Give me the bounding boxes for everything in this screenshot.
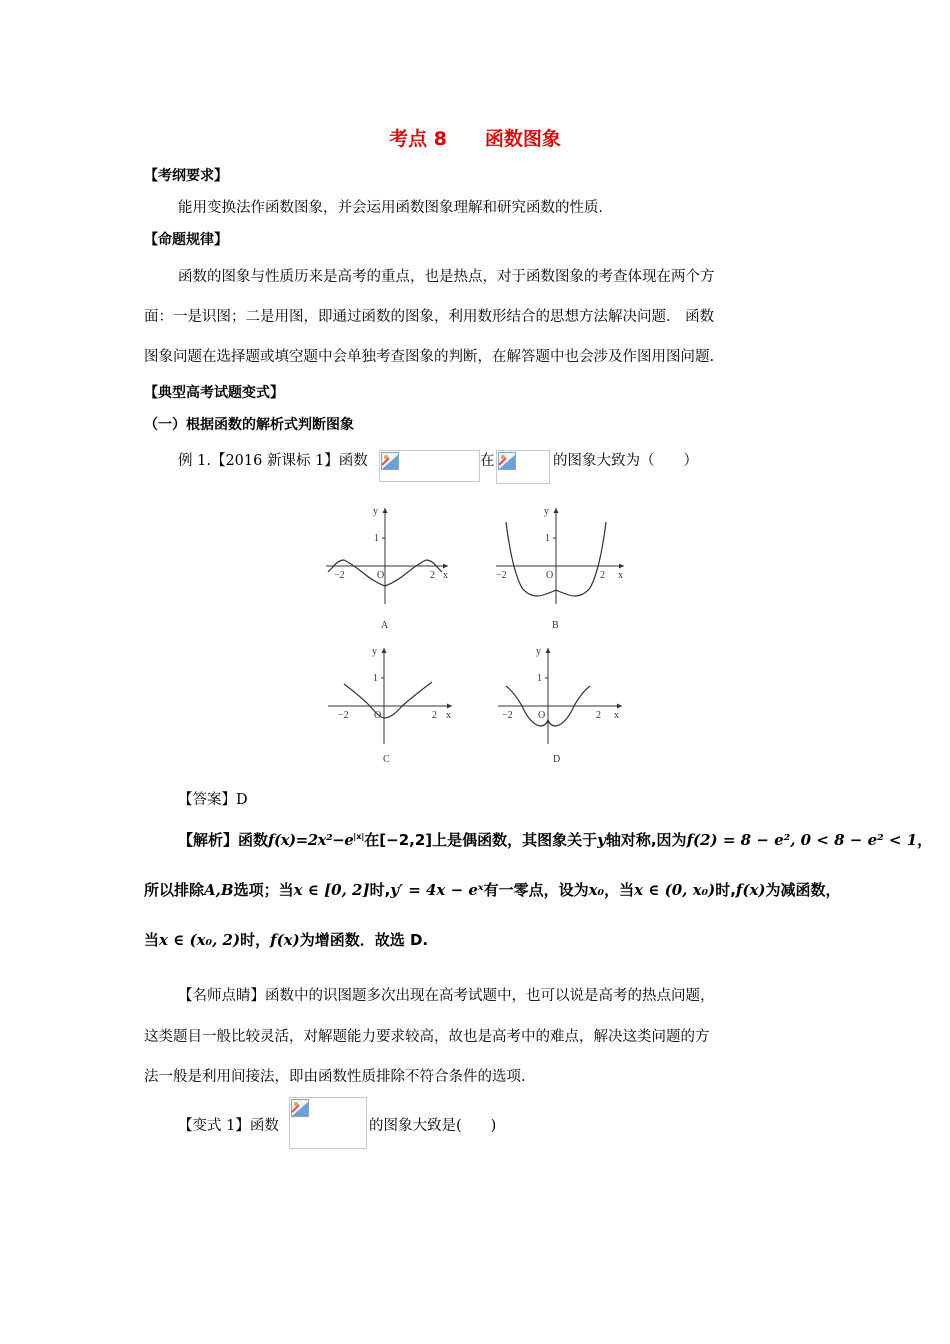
analysis-line-2 [144, 879, 841, 900]
teacher-note-label: 【名师点睛】 [178, 988, 265, 1004]
analysis-text: 当 [144, 931, 160, 949]
graph-caption: C [383, 754, 390, 765]
analysis-formula: f(x)=2x²−e [268, 831, 354, 849]
tick-pos: 2 [432, 710, 437, 721]
tick-neg: −2 [496, 570, 507, 581]
analysis-formula: f(2) = 8 − e², 0 < 8 − e² < 1 [686, 831, 918, 849]
graph-option-d [492, 640, 632, 750]
tick-y: 1 [374, 533, 379, 544]
example1-suffix: 的图象大致为（ ） [553, 453, 698, 469]
analysis-text: 时, [369, 881, 391, 899]
formula-image-placeholder [379, 450, 480, 482]
answer [178, 788, 248, 809]
graph-caption: D [553, 754, 561, 765]
analysis-formula: y′ = 4x − eˣ [390, 881, 484, 899]
y-axis-label: y [544, 506, 549, 517]
tick-y: 1 [545, 533, 550, 544]
teacher-note-text: 函数中的识图题多次出现在高考试题中，也可以说是高考的热点问题， [265, 988, 715, 1004]
analysis-text: 时, [715, 881, 736, 899]
analysis-text: 在[−2,2]上是偶函数，其图象关于 [364, 831, 598, 849]
analysis-formula: A,B [204, 881, 234, 899]
variant1-prefix: 【变式 1】函数 [178, 1118, 279, 1134]
broken-image-icon [498, 452, 516, 470]
analysis-text: 时， [240, 931, 271, 949]
analysis-line-1 [178, 829, 932, 850]
analysis-formula: f(x) [735, 881, 766, 899]
origin-label: O [377, 570, 385, 581]
analysis-text: ，当 [604, 881, 635, 899]
tick-y: 1 [373, 673, 378, 684]
analysis-text: 函数 [238, 831, 269, 849]
analysis-formula: x ∈ [0, 2] [293, 881, 370, 899]
analysis-text: 选项；当 [233, 881, 294, 899]
analysis-formula: x₀ [588, 881, 605, 899]
tick-neg: −2 [502, 710, 513, 721]
subsection-label: （一）根据函数的解析式判断图象 [144, 417, 354, 433]
analysis-formula: x ∈ (x₀, 2) [159, 931, 241, 949]
section-outline-text: 能用变换法作函数图象，并会运用函数图象理解和研究函数的性质． [178, 200, 613, 216]
variant1-suffix: 的图象大致是( ) [369, 1118, 497, 1134]
analysis-text: 为增函数．故选 D. [299, 931, 429, 949]
y-axis-label: y [536, 646, 541, 657]
analysis-text: 轴对称,因为 [605, 831, 687, 849]
answer-label: 【答案】 [178, 792, 236, 808]
analysis-line-3 [144, 929, 428, 950]
origin-label: O [538, 710, 546, 721]
broken-image-icon [291, 1099, 309, 1117]
tick-neg: −2 [334, 570, 345, 581]
analysis-formula-sup: |x| [353, 832, 365, 841]
analysis-text: 所以排除 [144, 881, 205, 899]
graph-option-b [490, 500, 630, 610]
analysis-label: 【解析】 [178, 831, 239, 849]
graph-option-c [322, 640, 462, 750]
analysis-text: ， [917, 831, 933, 849]
origin-label: O [374, 710, 382, 721]
answer-value: D [236, 792, 248, 808]
tick-y: 1 [537, 673, 542, 684]
analysis-text: 为减函数， [765, 881, 841, 899]
teacher-note-line-1 [178, 984, 715, 1005]
x-axis-label: x [614, 710, 619, 721]
section-rule-line: 面：一是识图；二是用图，即通过函数的图象，利用数形结合的思想方法解决问题． 函数 [144, 309, 715, 325]
section-rule-label: 【命题规律】 [144, 232, 228, 248]
section-rule-line: 图象问题在选择题或填空题中会单独考查图象的判断，在解答题中也会涉及作图用图问题. [144, 349, 715, 365]
x-axis-label: x [618, 570, 623, 581]
origin-label: O [546, 570, 554, 581]
y-axis-label: y [372, 646, 377, 657]
example1-prefix: 例 1.【2016 新课标 1】函数 [178, 453, 368, 469]
tick-pos: 2 [596, 710, 601, 721]
tick-neg: −2 [338, 710, 349, 721]
y-axis-label: y [373, 506, 378, 517]
graph-option-a [320, 500, 460, 610]
x-axis-label: x [446, 710, 451, 721]
analysis-text: 有一零点，设为 [483, 881, 589, 899]
section-rule-line: 函数的图象与性质历来是高考的重点，也是热点，对于函数图象的考查体现在两个方 [178, 269, 715, 285]
analysis-formula: x ∈ (0, x₀) [634, 881, 716, 899]
variant-formula-image-placeholder [289, 1097, 367, 1149]
teacher-note-line: 法一般是利用间接法，即由函数性质排除不符合条件的选项. [144, 1069, 526, 1085]
graph-caption: A [381, 620, 389, 631]
tick-pos: 2 [430, 570, 435, 581]
broken-image-icon [381, 452, 399, 470]
graph-caption: B [552, 620, 559, 631]
x-axis-label: x [443, 570, 448, 581]
teacher-note-line: 这类题目一般比较灵活，对解题能力要求较高，故也是高考中的难点，解决这类问题的方 [144, 1029, 710, 1045]
analysis-formula: f(x) [270, 931, 300, 949]
section-typical-label: 【典型高考试题变式】 [144, 385, 284, 401]
section-outline-label: 【考纲要求】 [144, 168, 228, 184]
analysis-formula: y [597, 831, 606, 849]
interval-image-placeholder [496, 450, 550, 484]
page-title: 考点 8 函数图象 [389, 128, 561, 150]
example1-mid: 在 [480, 453, 495, 469]
tick-pos: 2 [600, 570, 605, 581]
